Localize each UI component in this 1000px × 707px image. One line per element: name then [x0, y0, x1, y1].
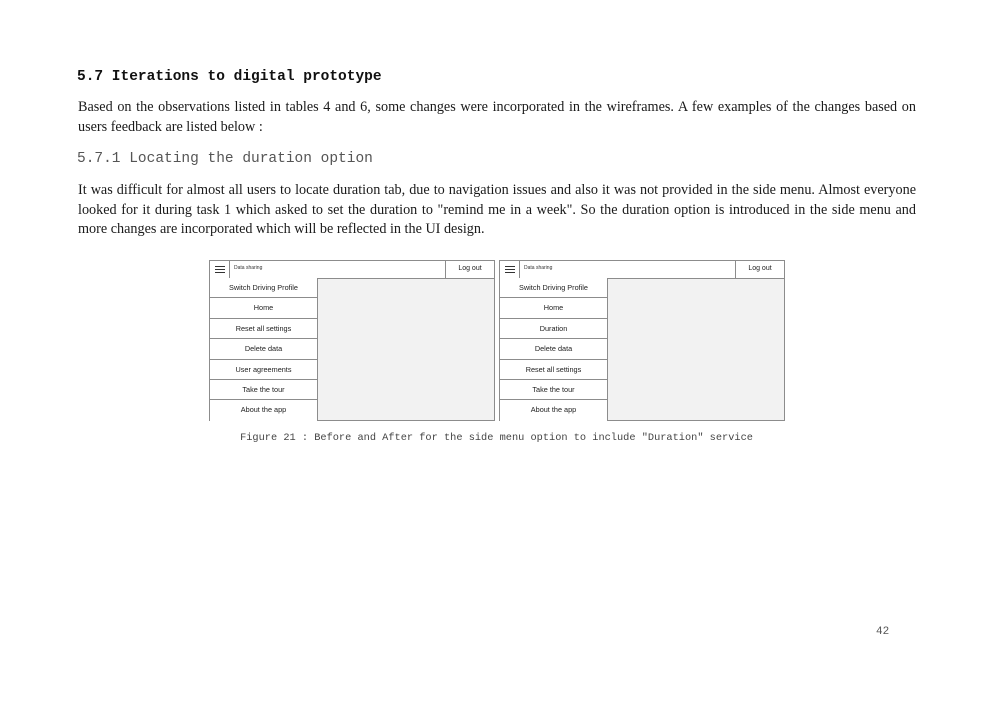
menu-item-reset-all-settings: Reset all settings — [210, 319, 317, 339]
menu-item-duration: Duration — [500, 319, 607, 339]
wireframe-header — [500, 261, 784, 279]
figure-caption: Figure 21 : Before and After for the side menu option to include "Duration" service — [240, 432, 753, 444]
menu-item-take-the-tour: Take the tour — [210, 380, 317, 400]
hamburger-menu-icon — [500, 261, 520, 278]
logout-button: Log out — [735, 261, 784, 278]
menu-item-user-agreements: User agreements — [210, 360, 317, 380]
header-title: Data sharing — [234, 265, 263, 271]
menu-item-reset-all-settings: Reset all settings — [500, 360, 607, 380]
menu-item-about-the-app: About the app — [530, 405, 577, 415]
wireframe-before — [209, 260, 495, 421]
wireframe-header — [210, 261, 494, 279]
menu-item-home: Home — [210, 298, 317, 318]
side-menu — [210, 278, 318, 421]
side-menu — [500, 278, 608, 421]
section-heading: 5.7 Iterations to digital prototype — [77, 69, 382, 85]
subsection-heading: 5.7.1 Locating the duration option — [77, 151, 373, 167]
logout-button: Log out — [445, 261, 494, 278]
body-paragraph: It was difficult for almost all users to locate duration tab, due to navigation issues and also it was not provided in the side menu. Almost everyone looked for it during task 1 which asked to set the duration to "remind me in a week". So the duration option is introduced in the side menu and more changes are incorporated which will be reflected in the UI design. — [78, 182, 916, 237]
menu-item-take-the-tour: Take the tour — [500, 380, 607, 400]
menu-item-delete-data: Delete data — [210, 339, 317, 359]
hamburger-menu-icon — [210, 261, 230, 278]
menu-item-switch-driving-profile: Switch Driving Profile — [210, 278, 317, 298]
header-title: Data sharing — [524, 265, 553, 271]
menu-item-home: Home — [500, 298, 607, 318]
menu-item-switch-driving-profile: Switch Driving Profile — [500, 278, 607, 298]
page-number: 42 — [876, 626, 890, 638]
menu-item-about-the-app: About the app — [240, 405, 287, 415]
wireframe-figure — [209, 260, 785, 422]
intro-paragraph: Based on the observations listed in tables 4 and 6, some changes were incorporated in the wireframes. A few examples of the changes based on users feedback are listed below : — [78, 99, 916, 135]
menu-item-delete-data: Delete data — [500, 339, 607, 359]
wireframe-after — [499, 260, 785, 421]
